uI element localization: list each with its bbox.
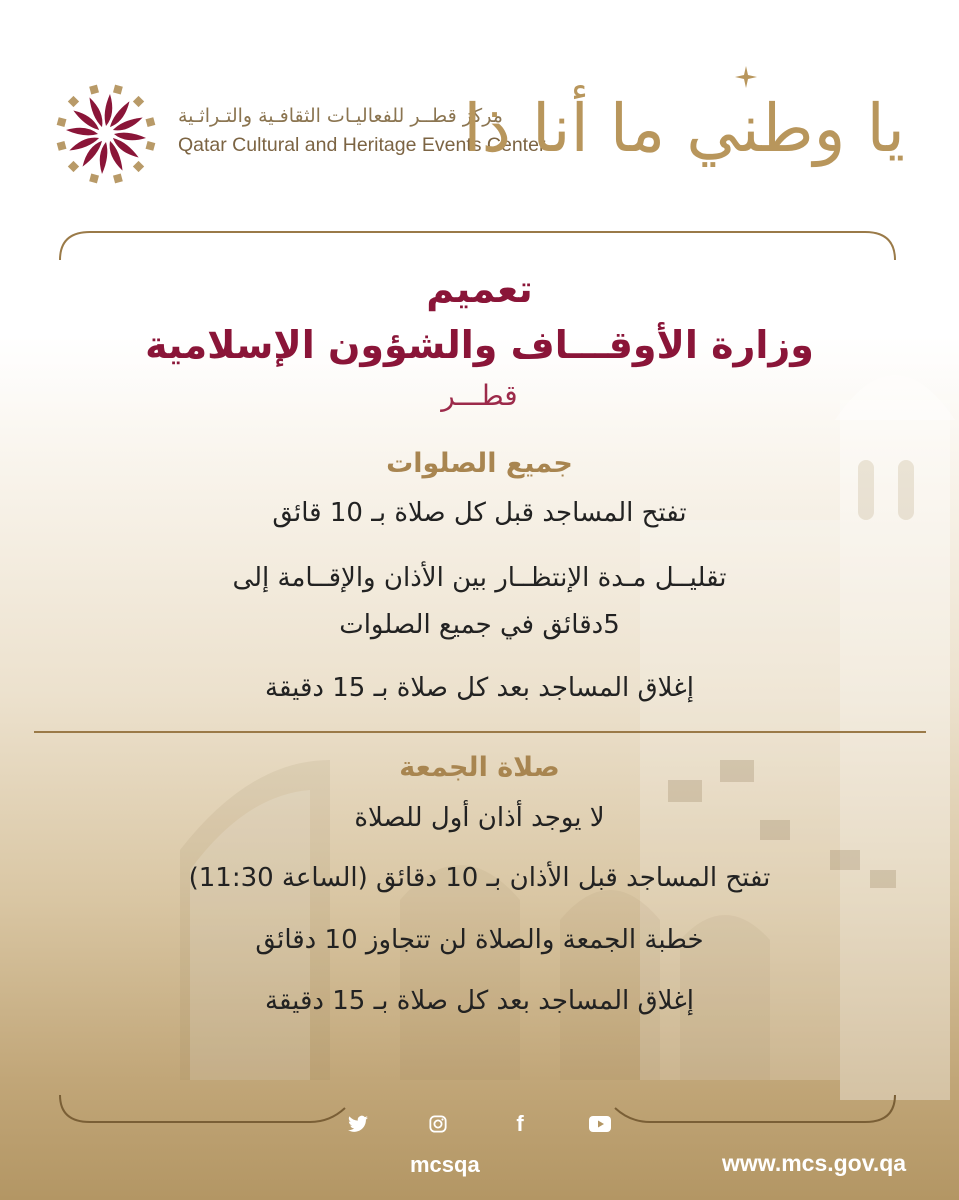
rule-line: إغلاق المساجد بعد كل صلاة بـ 15 دقيقة <box>265 986 694 1016</box>
section-divider <box>34 731 926 733</box>
rule-line: خطبة الجمعة والصلاة لن تتجاوز 10 دقائق <box>255 925 704 955</box>
instagram-icon-glyph <box>429 1115 447 1133</box>
organization-name-arabic: مركز قطــر للفعاليـات الثقافـية والتـراثـية <box>178 105 503 127</box>
section-heading-friday-prayer: صلاة الجمعة <box>399 752 560 783</box>
youtube-icon-glyph <box>589 1116 611 1132</box>
rule-line: إغلاق المساجد بعد كل صلاة بـ 15 دقيقة <box>265 673 694 703</box>
twitter-icon-glyph <box>348 1115 368 1133</box>
social-handle: mcsqa <box>410 1152 480 1177</box>
slogan-text: يا وطني ما أنا ذا <box>463 90 905 167</box>
facebook-icon[interactable] <box>504 1108 536 1140</box>
facebook-icon-glyph: f <box>516 1111 524 1136</box>
rule-line: لا يوجد أذان أول للصلاة <box>354 803 605 833</box>
twitter-icon[interactable] <box>342 1108 374 1140</box>
rule-line: تقليــل مـدة الإنتظــار بين الأذان والإقــامة إلى <box>232 563 727 593</box>
rule-line: تفتح المساجد قبل كل صلاة بـ 10 قائق <box>272 498 687 528</box>
circular-title: تعميم <box>426 267 533 311</box>
country-name: قطـــر <box>441 379 518 412</box>
organization-name-english: Qatar Cultural and Heritage Events Center <box>178 134 546 156</box>
ministry-name: وزارة الأوقـــاف والشؤون الإسلامية <box>145 323 814 367</box>
youtube-icon[interactable] <box>584 1108 616 1140</box>
rule-line: 5دقائق في جميع الصلوات <box>339 610 620 640</box>
instagram-icon[interactable] <box>422 1108 454 1140</box>
website-url[interactable]: www.mcs.gov.qa <box>722 1150 907 1176</box>
rule-line: تفتح المساجد قبل الأذان بـ 10 دقائق (الساعة 11:30) <box>188 863 771 893</box>
section-heading-all-prayers: جميع الصلوات <box>386 448 573 479</box>
